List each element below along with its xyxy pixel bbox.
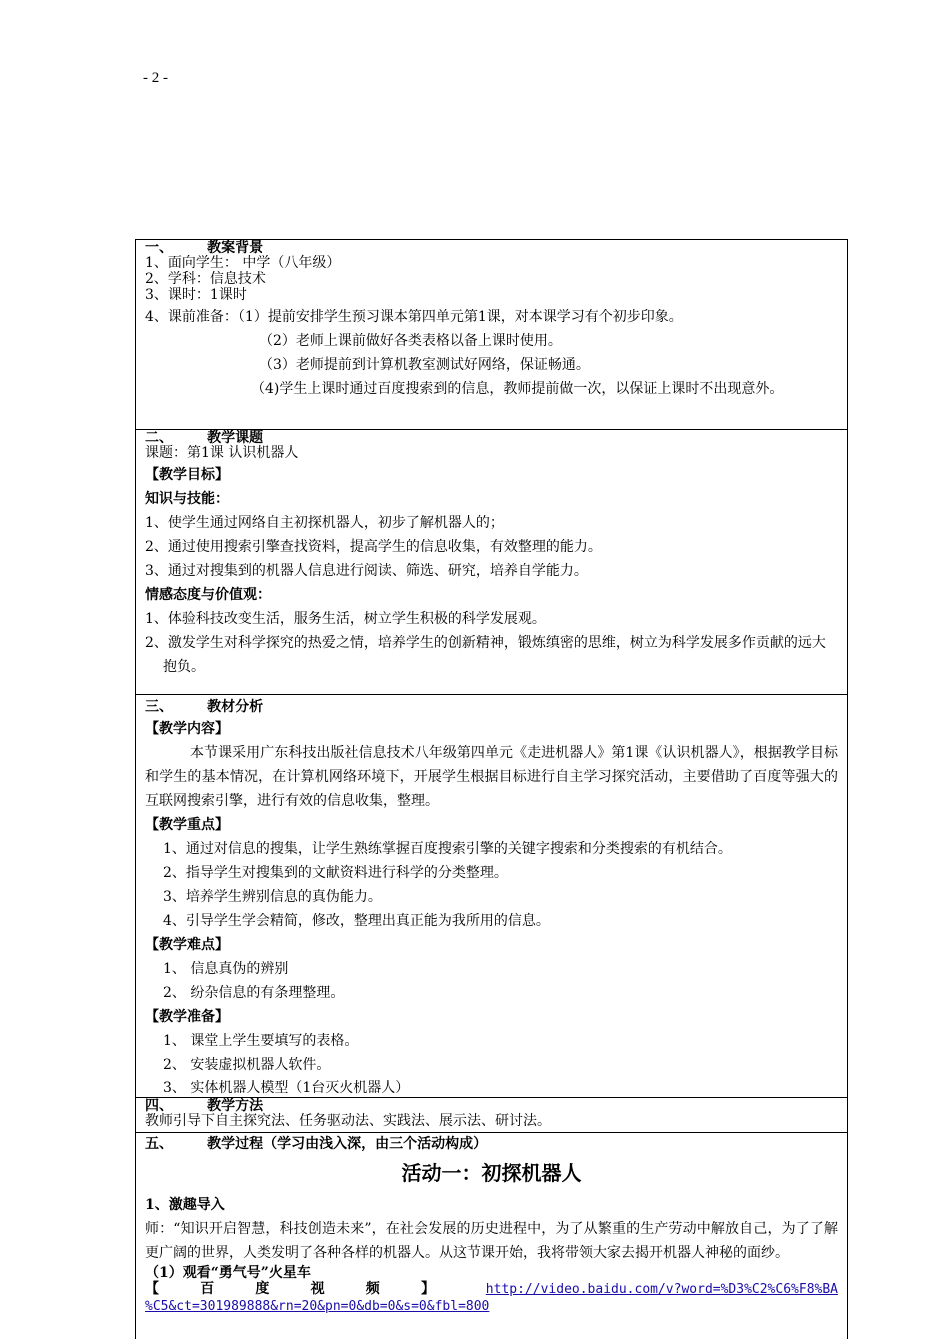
bracket-open: 【 bbox=[145, 1281, 159, 1297]
list-item: 3、培养学生辨别信息的真伪能力。 bbox=[163, 889, 382, 905]
list-item: 4、引导学生学会精简，修改，整理出真正能为我所用的信息。 bbox=[163, 913, 550, 929]
list-item: 2、指导学生对搜集到的文献资料进行科学的分类整理。 bbox=[163, 865, 508, 881]
paragraph: 本节课采用广东科技出版社信息技术八年级第四单元《走进机器人》第1课《认识机器人》，根据教学目标和学生的基本情况，在计算机网络环境下，开展学生根据目标进行自主学习探究活动，主要借助了百度等强大的互联网搜索引擎，进行有效的信息收集，整理。 bbox=[145, 745, 838, 809]
video-link-line bbox=[145, 1281, 838, 1298]
section-process bbox=[136, 1133, 847, 1339]
text-line: 2、通过使用搜索引擎查找资料，提高学生的信息收集，有效整理的能力。 bbox=[145, 539, 602, 555]
section-heading: 五、 教学过程（学习由浅入深，由三个活动构成） bbox=[145, 1136, 488, 1152]
subheading: 【教学难点】 bbox=[145, 937, 229, 953]
text-line: 3、通过对搜集到的机器人信息进行阅读、筛选、研究，培养自学能力。 bbox=[145, 563, 588, 579]
section-methods bbox=[136, 1098, 847, 1133]
label-char: 视 bbox=[310, 1281, 325, 1297]
subheading: 知识与技能： bbox=[145, 491, 229, 507]
text-line: （3）老师提前到计算机教室测试好网络，保证畅通。 bbox=[259, 357, 590, 373]
text-line: （2）老师上课前做好各类表格以备上课时使用。 bbox=[259, 333, 562, 349]
video-source-label bbox=[145, 1281, 435, 1297]
text-line: （4)学生上课时通过百度搜索到的信息，教师提前做一次，以保证上课时不出现意外。 bbox=[251, 381, 784, 397]
subheading: 情感态度与价值观： bbox=[145, 587, 271, 603]
list-item: 1、 信息真伪的辨别 bbox=[163, 961, 289, 977]
subheading: 1、激趣导入 bbox=[145, 1197, 225, 1213]
list-item: 2、 安装虚拟机器人软件。 bbox=[163, 1057, 331, 1073]
list-item: 3、 实体机器人模型（1台灭火机器人） bbox=[163, 1080, 410, 1096]
text-line: 3、课时：1课时 bbox=[145, 287, 247, 303]
section-heading: 三、 教材分析 bbox=[145, 699, 264, 715]
text-line: 1、体验科技改变生活，服务生活，树立学生积极的科学发展观。 bbox=[145, 611, 546, 627]
text-line: 1、使学生通过网络自主初探机器人，初步了解机器人的； bbox=[145, 515, 504, 531]
label-char: 度 bbox=[255, 1281, 270, 1297]
label-char: 频 bbox=[365, 1281, 380, 1297]
section-topic bbox=[136, 430, 847, 695]
section-heading: 四、 教学方法 bbox=[145, 1098, 264, 1114]
paragraph: 师：“知识开启智慧，科技创造未来”，在社会发展的历史进程中，为了从繁重的生产劳动中解放自己，为了了解更广阔的世界，人类发明了各种各样的机器人。从这节课开始，我将带领大家去揭开机器人神秘的面纱。 bbox=[145, 1221, 838, 1261]
section-material-analysis bbox=[136, 695, 847, 1098]
bracket-close: 】 bbox=[420, 1281, 435, 1297]
section-heading: 二、 教学课题 bbox=[145, 430, 264, 446]
list-item: 1、 课堂上学生要填写的表格。 bbox=[163, 1033, 359, 1049]
subheading: 【教学重点】 bbox=[145, 817, 229, 833]
text-line: 4、课前准备：（1）提前安排学生预习课本第四单元第1课，对本课学习有个初步印象。 bbox=[145, 309, 683, 325]
section-heading: 一、 教案背景 bbox=[145, 240, 264, 256]
text-line: 教师引导下自主探究法、任务驱动法、实践法、展示法、研讨法。 bbox=[145, 1113, 551, 1129]
list-item: 2、 纷杂信息的有条理整理。 bbox=[163, 985, 345, 1001]
label-char: 百 bbox=[200, 1281, 215, 1297]
text-line: 1、面向学生： 中学（八年级） bbox=[145, 255, 341, 271]
text-line: 2、激发学生对科学探究的热爱之情，培养学生的创新精神，锻炼缜密的思维，树立为科学发展多作贡献的远大抱负。 bbox=[145, 635, 826, 675]
subheading: 【教学内容】 bbox=[145, 721, 229, 737]
text-line: 2、学科：信息技术 bbox=[145, 271, 266, 287]
activity-title: 活动一：初探机器人 bbox=[401, 1161, 582, 1185]
video-url-link[interactable]: http://video.baidu.com/v?word=%D3%C2%C6%F8%BA bbox=[485, 1282, 838, 1297]
subheading: 【教学准备】 bbox=[145, 1009, 229, 1025]
section-background bbox=[136, 240, 847, 430]
lesson-topic: 课题：第1课 认识机器人 bbox=[145, 445, 299, 461]
video-url-link-continued[interactable]: %C5&ct=301989888&rn=20&pn=0&db=0&s=0&fbl=800 bbox=[145, 1299, 490, 1314]
lesson-plan-table bbox=[135, 239, 848, 1339]
subheading: （1）观看“勇气号”火星车 bbox=[145, 1265, 311, 1281]
subheading: 【教学目标】 bbox=[145, 467, 229, 483]
page-number: - 2 - bbox=[143, 70, 168, 86]
list-item: 1、通过对信息的搜集，让学生熟练掌握百度搜索引擎的关键字搜索和分类搜索的有机结合。 bbox=[163, 841, 732, 857]
